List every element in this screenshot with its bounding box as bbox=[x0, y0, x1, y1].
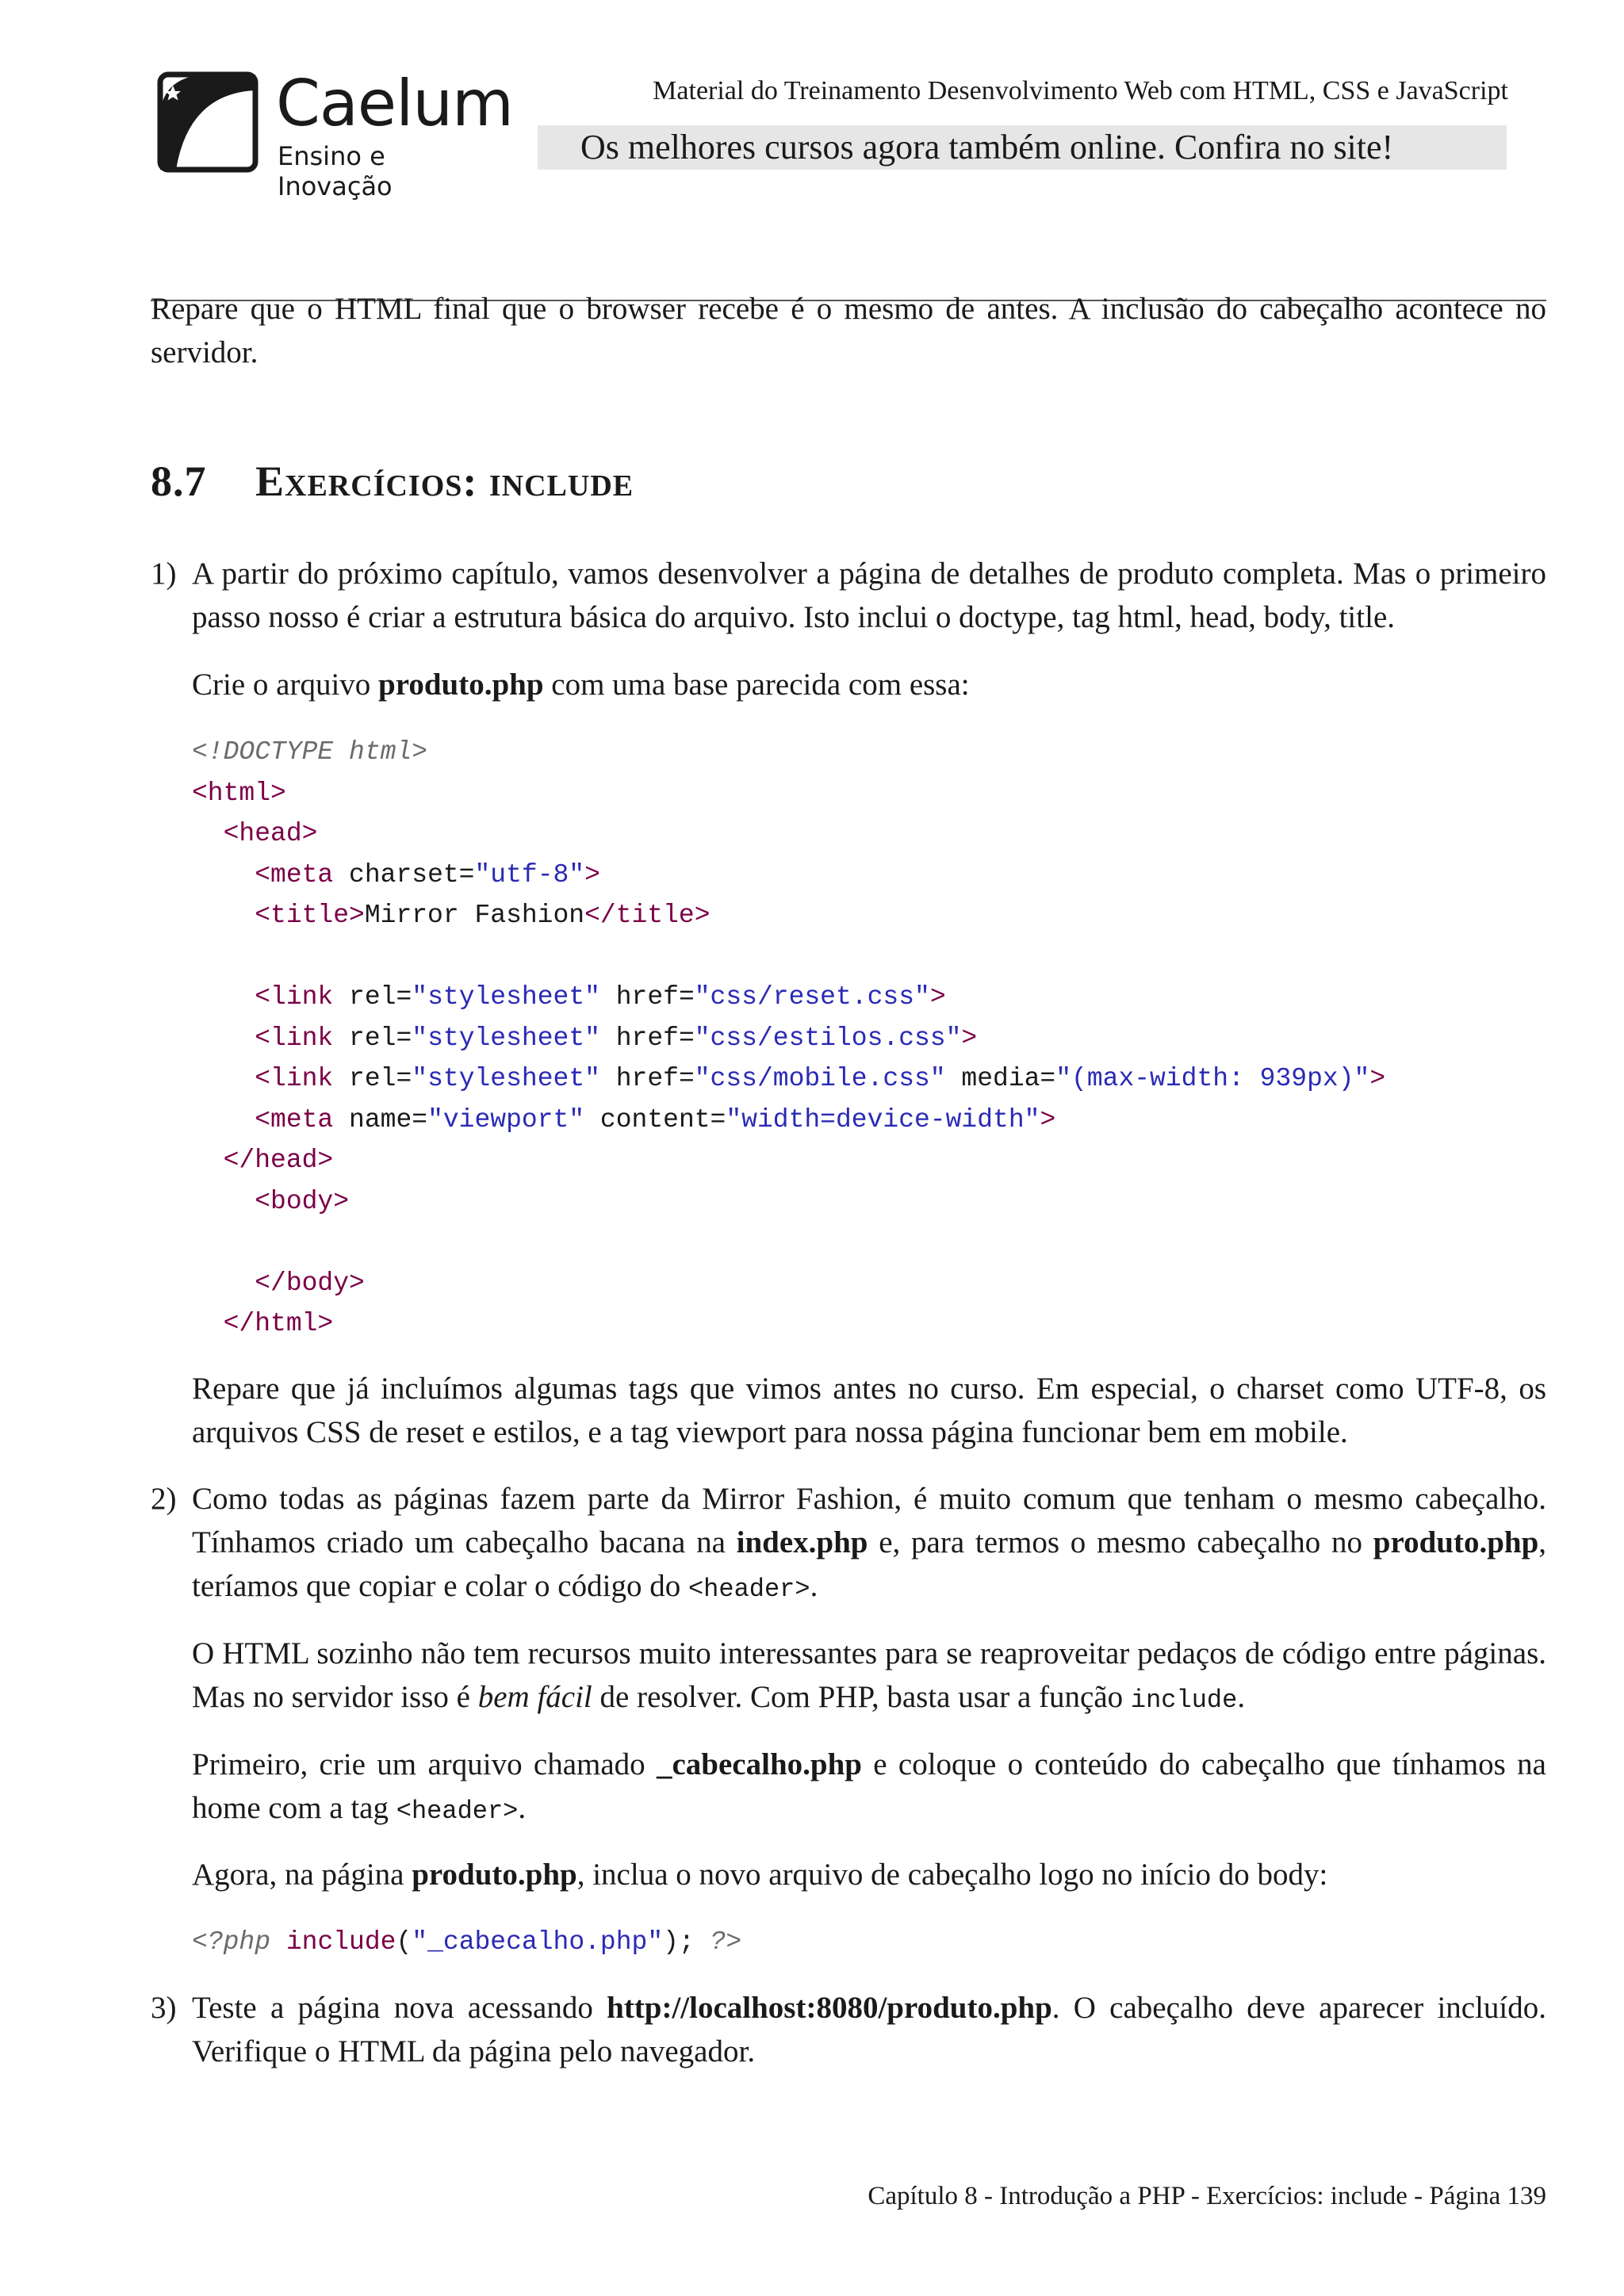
item2-paragraph-4: Agora, na página produto.php, inclua o novo arquivo de cabeçalho logo no início do body: bbox=[192, 1858, 1328, 1892]
page-header bbox=[151, 67, 1546, 201]
code-block-php-include: <?php include("_cabecalho.php"); ?> bbox=[192, 1927, 742, 1957]
list-number-2: 2) bbox=[151, 1482, 177, 1516]
header-banner bbox=[538, 125, 1507, 170]
section-heading bbox=[151, 457, 634, 506]
item1-after-code-paragraph: Repare que já incluímos algumas tags que vimos antes no curso. Em especial, o charset como UTF-8, os arquivos CSS de reset e estilos, e a tag viewport para nossa página funcionar bem em mobile. bbox=[192, 1372, 1546, 1449]
item1-paragraph: A partir do próximo capítulo, vamos desenvolver a página de detalhes de produto completa. Mas o primeiro passo nosso é criar a estrutura básica do arquivo. Isto inclui o doctype, tag html, head, body, title. bbox=[192, 557, 1546, 634]
caelum-logo bbox=[157, 67, 513, 201]
page-footer: Capítulo 8 - Introdução a PHP - Exercícios: include - Página 139 bbox=[868, 2182, 1546, 2210]
item2-paragraph-2: O HTML sozinho não tem recursos muito interessantes para se reaproveitar pedaços de código entre páginas. Mas no servidor isso é bem fácil de resolver. Com PHP, basta usar a função include. bbox=[192, 1636, 1546, 1715]
item1-create-paragraph: Crie o arquivo produto.php com uma base parecida com essa: bbox=[192, 668, 970, 702]
header-banner-text: Os melhores cursos agora também online. Confira no site! bbox=[580, 128, 1394, 166]
logo-name: Caelum bbox=[276, 67, 513, 140]
code-block-html: <!DOCTYPE html> <html> <head> <meta charset="utf-8"> <title>Mirror Fashion</title> <link rel="stylesheet" href="css/reset.css"> <link rel="stylesheet" href="css/estilos.css"> <link rel="stylesheet" href="css/mobile.css" media="(max-width: 939px)"> <meta name="viewport" content="width=device-width"> </head> <body> </body> </html> bbox=[192, 737, 1386, 1338]
list-number-1: 1) bbox=[151, 557, 177, 591]
section-title: Exercícios: include bbox=[255, 457, 634, 505]
item2-paragraph-1: Como todas as páginas fazem parte da Mirror Fashion, é muito comum que tenham o mesmo cabeçalho. Tínhamos criado um cabeçalho bacana na index.php e, para termos o mesmo cabeçalho no produto.php, teríamos que copiar e colar o código do <header>. bbox=[192, 1482, 1547, 1604]
localhost-url: http://localhost:8080/produto.php bbox=[607, 1991, 1052, 2025]
caelum-logo-icon bbox=[157, 71, 259, 173]
list-number-3: 3) bbox=[151, 1991, 177, 2025]
section-number: 8.7 bbox=[151, 457, 207, 505]
item2-paragraph-3: Primeiro, crie um arquivo chamado _cabecalho.php e coloque o conteúdo do cabeçalho que tínhamos na home com a tag <header>. bbox=[192, 1747, 1546, 1826]
logo-tagline: Ensino e Inovação bbox=[278, 141, 393, 201]
header-subtitle: Material do Treinamento Desenvolvimento Web com HTML, CSS e JavaScript bbox=[653, 76, 1508, 105]
filename-produto: produto.php bbox=[378, 668, 544, 702]
intro-paragraph: Repare que o HTML final que o browser recebe é o mesmo de antes. A inclusão do cabeçalho acontece no servidor. bbox=[151, 292, 1546, 369]
item3-paragraph: Teste a página nova acessando http://localhost:8080/produto.php. O cabeçalho deve aparecer incluído. Verifique o HTML da página pelo navegador. bbox=[192, 1991, 1547, 2068]
